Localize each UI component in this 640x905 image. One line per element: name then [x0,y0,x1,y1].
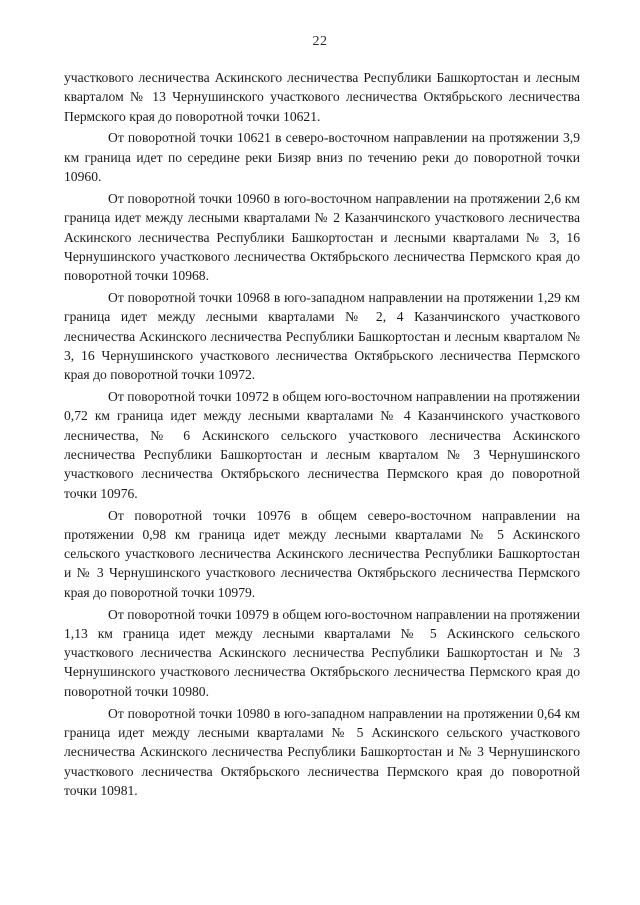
paragraph-boundary-10980-10981: От поворотной точки 10980 в юго-западном направлении на протяжении 0,64 км граница идет между лесными кварталами № 5 Аскинского сельского участкового лесничества Аскинского лесничества Республики Башкортостан и № 3 Чернушинского участкового лесничества Октябрьского лесничества Пермского края до поворотной точки 10981. [64,705,580,798]
paragraph-continuation: участкового лесничества Аскинского лесничества Республики Башкортостан и лесным кварталом № 13 Чернушинского участкового лесничества Октябрьского лесничества Пермского края до поворотной точки 10621. [64,70,580,124]
paragraph-boundary-10979-10980: От поворотной точки 10979 в общем юго-восточном направлении на протяжении 1,13 км граница идет между лесными кварталами № 5 Аскинского сельского участкового лесничества Аскинского лесничества Республики Башкортостан и № 3 Чернушинского участкового лесничества Октябрьского лесничества Пермского края до поворотной точки 10980. [64,606,580,699]
paragraph-boundary-10960-10968: От поворотной точки 10960 в юго-восточном направлении на протяжении 2,6 км граница идет между лесными кварталами № 2 Казанчинского участкового лесничества Аскинского лесничества Республики Башкортостан и лесными кварталами № 3, 16 Чернушинского участкового лесничества Октябрьского лесничества Пермского края до поворотной точки 10968. [64,190,580,284]
paragraph-boundary-10972-10976: От поворотной точки 10972 в общем юго-восточном направлении на протяжении 0,72 км граница идет между лесными кварталами № 4 Казанчинского участкового лесничества, № 6 Аскинского сельского участкового лесничества Аскинского лесничества Республики Башкортостан и лесным кварталом № 3 Чернушинского участкового лесничества Октябрьского лесничества Пермского края до поворотной точки 10976. [64,389,580,501]
page-number: 22 [312,34,328,49]
document-body [64,68,580,803]
paragraph-boundary-10621-10960: От поворотной точки 10621 в северо-восточном направлении на протяжении 3,9 км граница идет по середине реки Бизяр вниз по течению реки до поворотной точки 10960. [64,130,580,185]
paragraph-boundary-10976-10979: От поворотной точки 10976 в общем северо-восточном направлении на протяжении 0,98 км граница идет между лесными кварталами № 5 Аскинского сельского участкового лесничества Аскинского лесничества Республики Башкортостан и № 3 Чернушинского участкового лесничества Октябрьского лесничества Пермского края до поворотной точки 10979. [64,507,580,600]
paragraph-boundary-10968-10972: От поворотной точки 10968 в юго-западном направлении на протяжении 1,29 км граница идет между лесными кварталами № 2, 4 Казанчинского участкового лесничества Аскинского лесничества Республики Башкортостан и лесным кварталом № 3, 16 Чернушинского участкового лесничества Октябрьского лесничества Пермского края до поворотной точки 10972. [64,290,580,383]
